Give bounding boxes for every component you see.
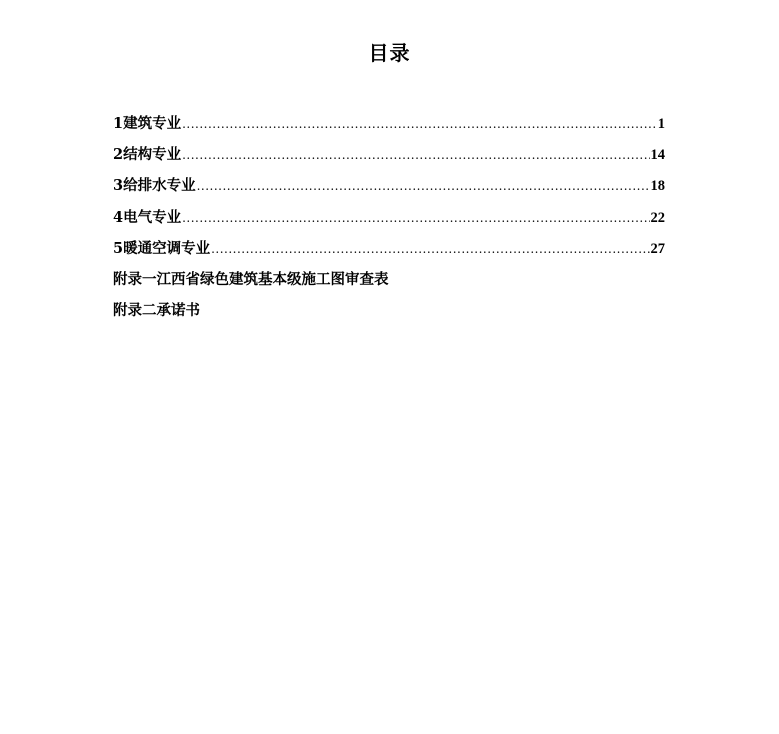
toc-appendix-2[interactable]: 附录二承诺书	[113, 302, 200, 320]
toc-appendix-1[interactable]: 附录一江西省绿色建筑基本级施工图审查表	[113, 270, 389, 288]
toc-title: 目录	[368, 41, 411, 65]
toc-entry-number: 1	[113, 115, 124, 132]
toc-entry-structure[interactable]	[113, 143, 665, 174]
toc-list	[113, 112, 665, 330]
toc-entry-page: 27	[650, 240, 665, 257]
toc-entry-number: 3	[113, 177, 124, 195]
toc-entry-architecture[interactable]	[113, 112, 665, 143]
toc-entry-label: 电气专业	[123, 208, 182, 226]
dot-leader	[182, 148, 649, 162]
toc-entry-plumbing[interactable]	[113, 174, 665, 205]
dot-leader	[182, 117, 657, 131]
toc-entry-electrical[interactable]	[113, 206, 665, 237]
toc-entry-number: 4	[113, 208, 124, 226]
toc-entry-hvac[interactable]	[113, 237, 665, 268]
toc-entry-label: 给排水专业	[123, 177, 196, 195]
dot-leader	[182, 211, 649, 225]
toc-entry-page: 14	[650, 147, 665, 164]
toc-entry-label: 结构专业	[123, 146, 182, 164]
toc-entry-number: 2	[113, 146, 124, 164]
toc-entry-page: 1	[657, 116, 665, 132]
toc-entry-number: 5	[113, 239, 124, 257]
toc-entry-label: 建筑专业	[123, 115, 182, 132]
toc-entry-page: 18	[650, 178, 665, 195]
dot-leader	[197, 179, 650, 193]
dot-leader	[211, 242, 649, 256]
toc-entry-label: 暖通空调专业	[123, 239, 211, 257]
toc-entry-page: 22	[650, 209, 665, 226]
